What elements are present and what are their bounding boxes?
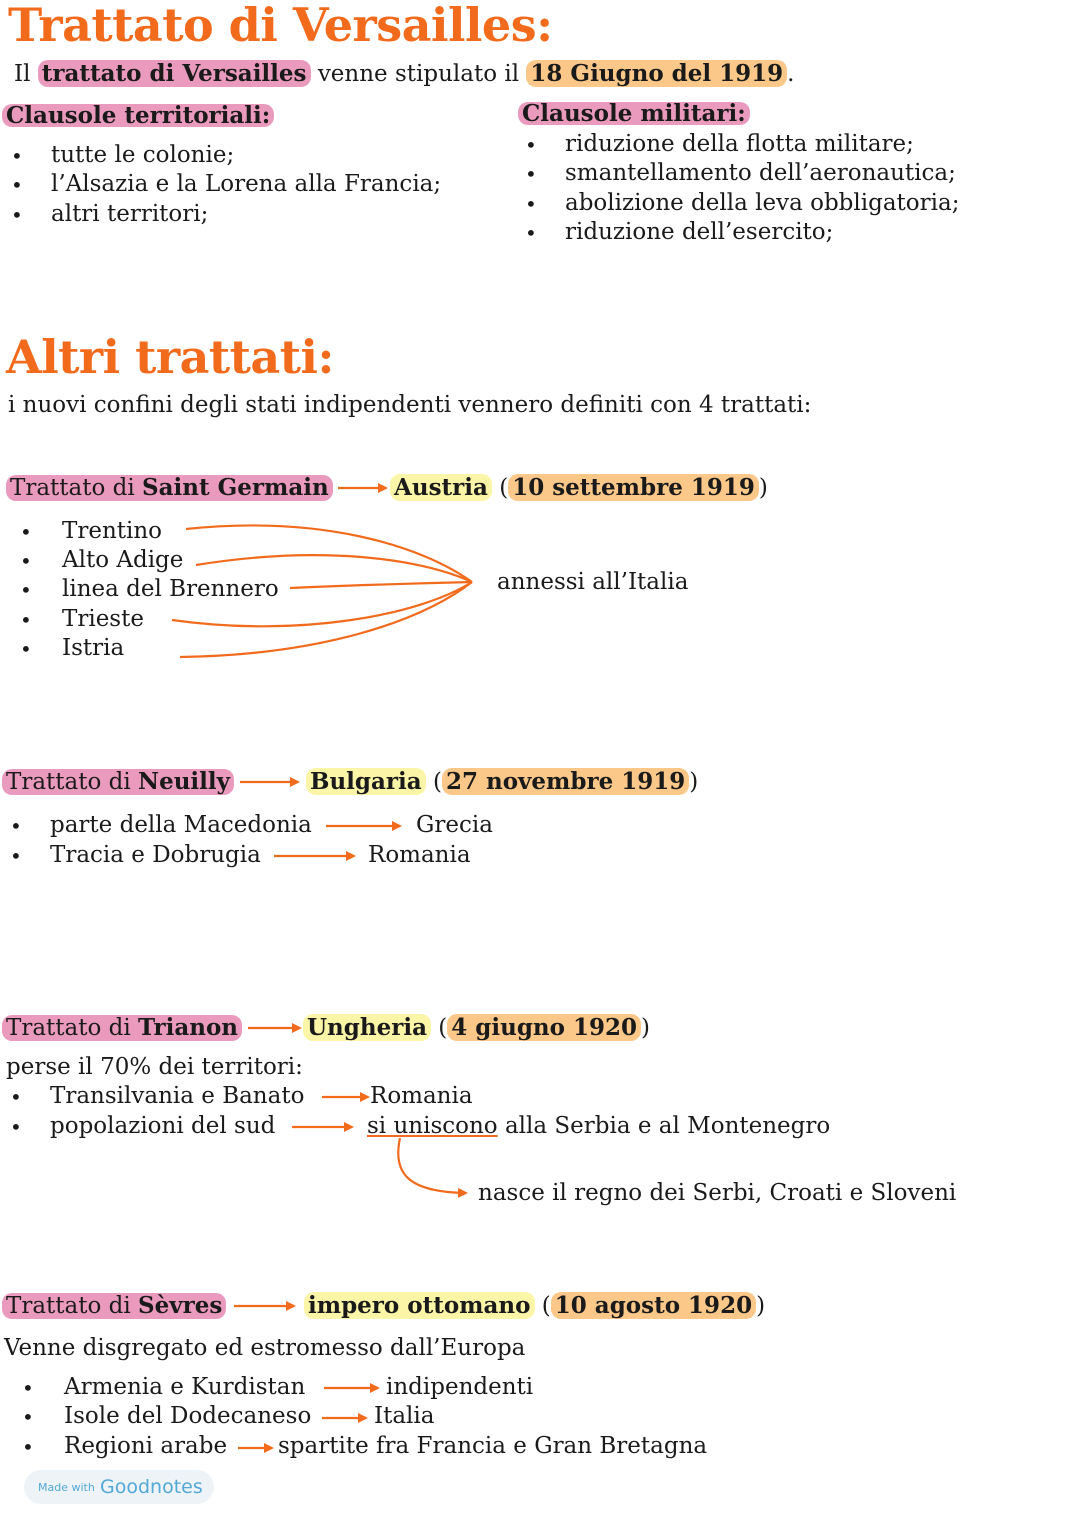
bullet: •: [10, 844, 22, 868]
receiving-state: Grecia: [416, 812, 493, 838]
altri-title: Altri trattati:: [6, 330, 334, 384]
treaty-prefix: Trattato di: [6, 769, 131, 795]
military-heading: Clausole militari:: [518, 102, 750, 125]
treaty-date: 10 agosto 1920: [551, 1292, 756, 1319]
annexed-item: Alto Adige: [62, 547, 184, 573]
treaty-prefix: Trattato di: [6, 1293, 131, 1319]
military-item: smantellamento dell’aeronautica;: [565, 160, 956, 186]
treaty-date: 27 novembre 1919: [442, 768, 689, 795]
branch-arrow: [398, 1138, 466, 1193]
military-item: abolizione della leva obbligatoria;: [565, 190, 960, 216]
country: Bulgaria: [306, 768, 426, 795]
bullet: •: [10, 814, 22, 838]
sevres-intro: Venne disgregato ed estromesso dall’Europa: [4, 1335, 526, 1361]
treaty-date: 10 settembre 1919: [508, 474, 759, 501]
military-item: riduzione della flotta militare;: [565, 131, 914, 157]
intro-date: 18 Giugno del 1919: [526, 60, 787, 87]
treaty-date: 4 giugno 1920: [447, 1014, 641, 1041]
altri-intro: i nuovi confini degli stati indipendenti vennero definiti con 4 trattati:: [8, 392, 812, 418]
bullet: •: [20, 549, 32, 573]
country: Ungheria: [303, 1014, 431, 1041]
bullet: •: [11, 203, 23, 227]
bullet: •: [525, 221, 537, 245]
country: Austria: [390, 474, 492, 501]
country: impero ottomano: [304, 1292, 535, 1319]
saint-germain-result: Austria ( 10 settembre 1919 ): [390, 476, 768, 500]
trianon-result: Ungheria ( 4 giugno 1920 ): [303, 1016, 650, 1040]
bullet: •: [525, 192, 537, 216]
treaty-name: Saint Germain: [142, 474, 329, 501]
badge-small-text: Made with: [38, 1481, 95, 1494]
territorial-item: l’Alsazia e la Lorena alla Francia;: [51, 171, 442, 197]
bullet: •: [20, 608, 32, 632]
ceded-territory: Isole del Dodecaneso: [64, 1403, 312, 1429]
neuilly-result: Bulgaria ( 27 novembre 1919 ): [306, 770, 698, 794]
receiving-state: Italia: [374, 1403, 435, 1429]
treaty-name: Trianon: [138, 1014, 239, 1041]
bullet: •: [20, 578, 32, 602]
trianon-intro: perse il 70% dei territori:: [6, 1054, 303, 1080]
ceded-territory: Tracia e Dobrugia: [50, 842, 261, 868]
bullet: •: [525, 133, 537, 157]
badge-brand: Goodnotes: [100, 1476, 203, 1498]
receiving-state: Romania: [370, 1083, 473, 1109]
intro-treaty: trattato di Versailles: [38, 60, 311, 87]
versailles-title: Trattato di Versailles:: [8, 0, 553, 52]
territorial-item: tutte le colonie;: [51, 142, 235, 168]
territorial-item: altri territori;: [51, 201, 209, 227]
union-verb: si uniscono: [367, 1113, 498, 1139]
annexed-result: annessi all’Italia: [497, 569, 689, 595]
bullet: •: [10, 1085, 22, 1109]
bullet: •: [22, 1376, 34, 1400]
treaty-prefix: Trattato di: [6, 1015, 131, 1041]
sevres-result: impero ottomano ( 10 agosto 1920 ): [304, 1294, 765, 1318]
ceded-territory: Transilvania e Banato: [50, 1083, 305, 1109]
receiving-state: Romania: [368, 842, 471, 868]
military-item: riduzione dell’esercito;: [565, 219, 834, 245]
intro-mid: venne stipulato il: [317, 61, 520, 87]
bullet: •: [11, 144, 23, 168]
treaty-prefix: Trattato di: [10, 475, 135, 501]
annexed-item: linea del Brennero: [62, 576, 279, 602]
bullet: •: [525, 162, 537, 186]
bullet: •: [11, 173, 23, 197]
intro-pre: Il: [14, 61, 31, 87]
bullet: •: [20, 520, 32, 544]
connector-curve: [186, 525, 472, 582]
annexed-item: Trentino: [62, 518, 163, 544]
annexed-item: Istria: [62, 635, 125, 661]
ceded-territory: Regioni arabe: [64, 1433, 228, 1459]
intro-post: .: [787, 61, 795, 87]
ceded-territory: parte della Macedonia: [50, 812, 312, 838]
treaty-name: Sèvres: [138, 1292, 223, 1319]
ceded-territory: popolazioni del sud: [50, 1113, 276, 1139]
kingdom-consequence: nasce il regno dei Serbi, Croati e Sloveni: [478, 1180, 957, 1206]
territorial-heading: Clausole territoriali:: [2, 104, 274, 127]
receiving-state: spartite fra Francia e Gran Bretagna: [278, 1433, 708, 1459]
goodnotes-badge: [24, 1470, 214, 1504]
bullet: •: [20, 637, 32, 661]
ceded-territory: Armenia e Kurdistan: [64, 1374, 306, 1400]
connector-curve: [290, 582, 472, 588]
connector-curve: [172, 582, 472, 626]
bullet: •: [10, 1115, 22, 1139]
connector-curve: [180, 582, 472, 657]
receiving-state: indipendenti: [386, 1374, 534, 1400]
bullet: •: [22, 1405, 34, 1429]
treaty-name: Neuilly: [138, 768, 231, 795]
union-target: alla Serbia e al Montenegro: [504, 1113, 831, 1139]
annexed-item: Trieste: [62, 606, 144, 632]
bullet: •: [22, 1435, 34, 1459]
